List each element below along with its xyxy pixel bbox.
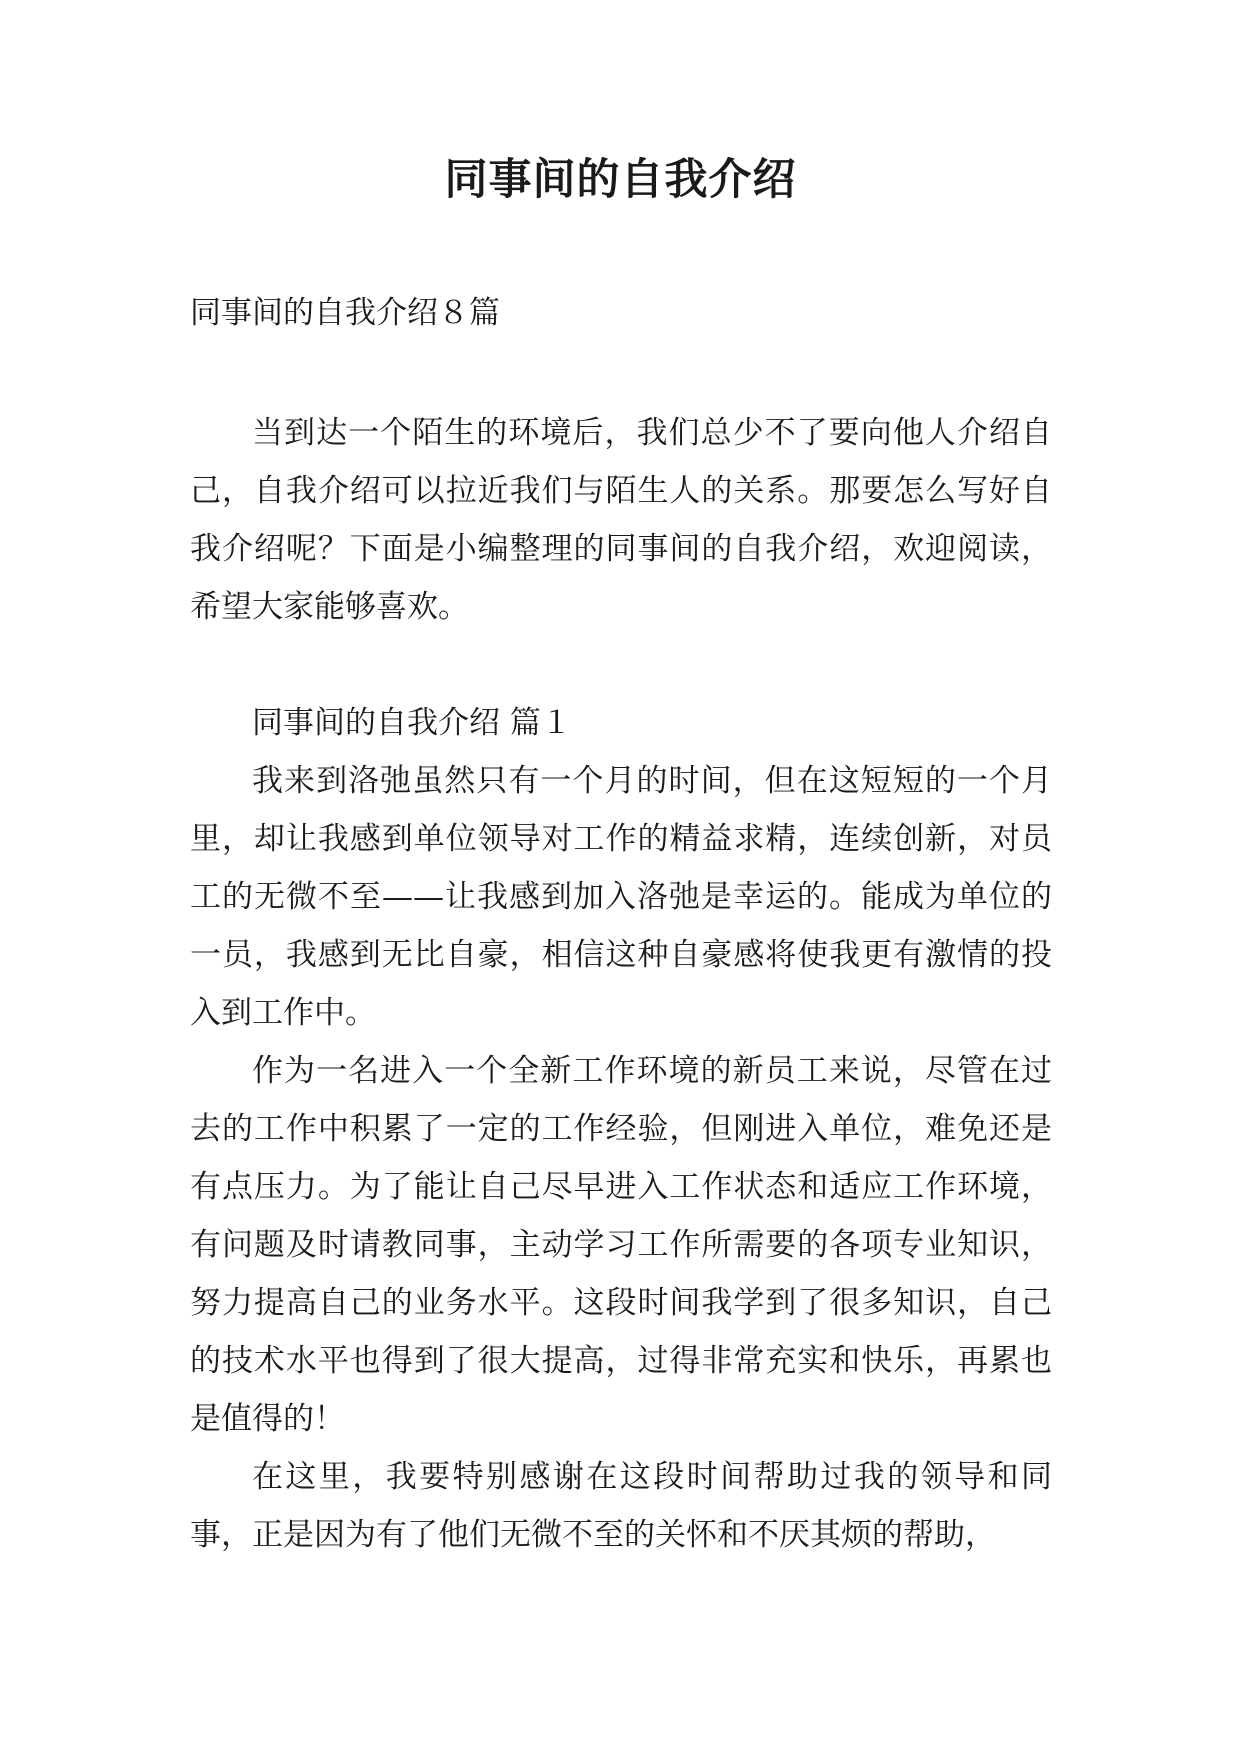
document-body [190,404,1052,1564]
document-subtitle: 同事间的自我介绍８篇 [190,295,500,331]
intro-paragraph: 当到达一个陌生的环境后，我们总少不了要向他人介绍自己，自我介绍可以拉近我们与陌生人的关系。那要怎么写好自我介绍呢？下面是小编整理的同事间的自我介绍，欢迎阅读，希望大家能够喜欢。 [190,415,1052,625]
document-title: 同事间的自我介绍 [444,155,797,205]
section-heading: 同事间的自我介绍 篇１ [252,705,572,741]
body-paragraph: 在这里，我要特别感谢在这段时间帮助过我的领导和同事，正是因为有了他们无微不至的关怀和不厌其烦的帮助， [190,1459,1052,1553]
body-paragraph: 作为一名进入一个全新工作环境的新员工来说，尽管在过去的工作中积累了一定的工作经验，但刚进入单位，难免还是有点压力。为了能让自己尽早进入工作状态和适应工作环境，有问题及时请教同事，主动学习工作所需要的各项专业知识，努力提高自己的业务水平。这段时间我学到了很多知识，自己的技术水平也得到了很大提高，过得非常充实和快乐，再累也是值得的！ [190,1053,1052,1437]
body-paragraph: 我来到洛弛虽然只有一个月的时间，但在这短短的一个月里，却让我感到单位领导对工作的精益求精，连续创新，对员工的无微不至——让我感到加入洛弛是幸运的。能成为单位的一员，我感到无比自豪，相信这种自豪感将使我更有激情的投入到工作中。 [190,763,1052,1031]
